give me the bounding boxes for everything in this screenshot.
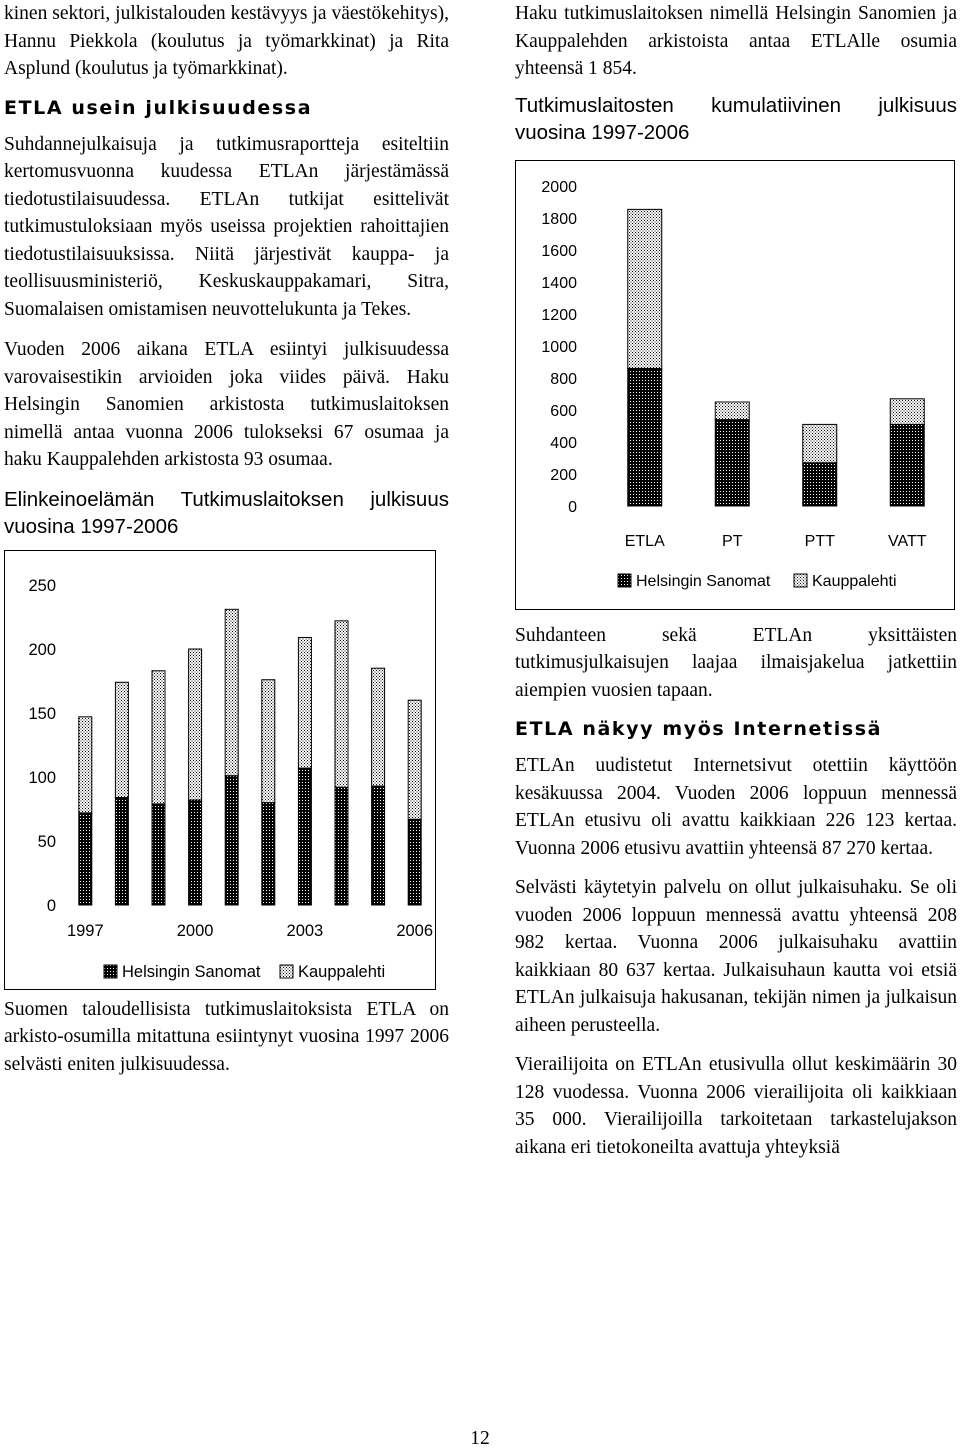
paragraph: Suomen taloudellisista tutkimuslaitoksista ETLA on arkisto-osumilla mitattuna esiintynyt vuosina 1997 2006 selvästi eniten julkisuudessa. <box>4 998 449 1075</box>
bar-segment <box>715 419 749 505</box>
legend-label: Helsingin Sanomat <box>636 572 771 590</box>
bar-segment <box>225 775 238 904</box>
y-tick-label: 0 <box>46 896 56 915</box>
bar-segment <box>335 787 348 905</box>
chart-title: Tutkimuslaitosten kumulatiivinen julkisuus vuosina 1997-2006 <box>515 93 957 144</box>
bar-segment <box>803 424 837 462</box>
bar-segment <box>225 609 238 775</box>
left-column <box>4 0 449 1078</box>
x-tick-label: 2003 <box>286 921 324 940</box>
y-tick-label: 200 <box>550 466 577 484</box>
bar-segment <box>628 368 662 506</box>
paragraph: kinen sektori, julkistalouden kestävyys ja väestökehitys), Hannu Piekkola (koulutus ja työmarkkinat) ja Rita Asplund (koulutus ja työmarkkinat). <box>4 3 449 79</box>
section-heading: ETLA usein julkisuudessa <box>4 96 313 119</box>
paragraph: Selvästi käytetyin palvelu on ollut julkaisuhaku. Se oli vuoden 2006 loppuun mennessä avattu yhteensä 208 982 kertaa. Vuonna 2006 julkaisuhaku avattiin kaikkiaan 80 637 kertaa. Julkaisuhaun kautta voi etsiä ETLAn julkaisuja hakusanan, tekijän nimen ja julkaisun aiheen perusteella. <box>515 877 957 1036</box>
bar-segment <box>372 785 385 904</box>
bar-segment <box>189 649 202 800</box>
y-tick-label: 1200 <box>541 306 577 324</box>
legend-label: Helsingin Sanomat <box>122 962 261 981</box>
chart-title: Elinkeinoelämän Tutkimuslaitoksen julkisuus vuosina 1997-2006 <box>4 487 449 538</box>
bar-segment <box>372 668 385 786</box>
y-tick-label: 0 <box>568 498 577 516</box>
x-tick-label: PTT <box>804 532 835 550</box>
legend-label: Kauppalehti <box>298 962 386 981</box>
bar-segment <box>408 700 421 819</box>
bar-segment <box>115 797 128 905</box>
y-tick-label: 1400 <box>541 274 577 292</box>
bar-segment <box>628 209 662 368</box>
bar-segment <box>298 768 311 905</box>
bar-segment <box>79 812 92 904</box>
y-tick-label: 2000 <box>541 178 577 196</box>
legend-label: Kauppalehti <box>812 572 897 590</box>
bar-segment <box>715 402 749 420</box>
bar-segment <box>298 637 311 768</box>
bar-segment <box>890 424 924 506</box>
bar-segment <box>262 679 275 802</box>
legend-swatch <box>618 574 631 587</box>
bar-segment <box>890 398 924 424</box>
legend-swatch <box>104 965 117 978</box>
paragraph: Suhdanteen sekä ETLAn yksittäisten tutkimusjulkaisujen laajaa ilmaisjakelua jatkettiin aiempien vuosien tapaan. <box>515 624 957 701</box>
bar-segment <box>335 620 348 786</box>
paragraph: Vuoden 2006 aikana ETLA esiintyi julkisuudessa varovaisestikin arvioiden joka viides päivä. Haku Helsingin Sanomien arkistosta tutkimuslaitoksen nimellä antaa vuonna 2006 tulokseksi 67 osumaa ja haku Kauppalehden arkistosta 93 osumaa. <box>4 339 449 470</box>
x-tick-label: 2000 <box>176 921 214 940</box>
page-number: 12 <box>470 1428 490 1449</box>
paragraph: ETLAn uudistetut Internetsivut otettiin käyttöön kesäkuussa 2004. Vuoden 2006 loppuun mennessä ETLAn etusivu oli avattu kaikkiaan 226 123 kertaa. Vuonna 2006 etusivu avattiin yhteensä 87 270 kertaa. <box>515 755 957 859</box>
paragraph: Vierailijoita on ETLAn etusivulla ollut keskimäärin 30 128 vuodessa. Vuonna 2006 vierailijoita oli kaikkiaan 35 000. Vierailijoilla tarkoitetaan tarkastelujakson aikana eri tietokoneilta avattuja yhteyksiä <box>515 1054 957 1158</box>
bar-segment <box>79 716 92 812</box>
y-tick-label: 250 <box>28 576 56 595</box>
y-tick-label: 150 <box>28 704 56 723</box>
x-tick-label: VATT <box>887 532 927 550</box>
x-tick-label: ETLA <box>624 532 665 550</box>
right-column <box>515 0 957 1161</box>
y-tick-label: 50 <box>37 832 56 851</box>
y-tick-label: 1000 <box>541 338 577 356</box>
legend-swatch <box>794 574 807 587</box>
bar-segment <box>115 682 128 797</box>
x-tick-label: 1997 <box>66 921 104 940</box>
y-tick-label: 200 <box>28 640 56 659</box>
cumulative-hits-chart <box>515 160 955 610</box>
bar-segment <box>189 800 202 905</box>
section-heading: ETLA näkyy myös Internetissä <box>515 718 883 740</box>
y-tick-label: 400 <box>550 434 577 452</box>
bar-segment <box>152 670 165 803</box>
y-tick-label: 800 <box>550 370 577 388</box>
hits-by-year-chart <box>4 550 436 990</box>
y-tick-label: 600 <box>550 402 577 420</box>
x-tick-label: PT <box>722 532 743 550</box>
legend-swatch <box>280 965 293 978</box>
paragraph: Haku tutkimuslaitoksen nimellä Helsingin Sanomien ja Kauppalehden arkistoista antaa ETLAlle osumia yhteensä 1 854. <box>515 3 957 79</box>
paragraph: Suhdannejulkaisuja ja tutkimusraportteja esiteltiin kertomusvuonna kuudessa ETLAn järjestämässä tiedotustilaisuudessa. ETLAn tutkijat esittelivät tutkimustuloksiaan myös useissa projektien rahoittajien tiedotustilaisuuksissa. Niitä järjestivät kauppa- ja teollisuusministeriö, Keskuskauppakamari, Sitra, Suomalaisen omistamisen neuvottelukunta ja Tekes. <box>4 133 449 320</box>
y-tick-label: 100 <box>28 768 56 787</box>
y-tick-label: 1600 <box>541 242 577 260</box>
x-tick-label: 2006 <box>396 921 434 940</box>
bar-segment <box>152 803 165 904</box>
bar-segment <box>803 462 837 505</box>
bar-segment <box>262 802 275 904</box>
y-tick-label: 1800 <box>541 210 577 228</box>
bar-segment <box>408 819 421 905</box>
